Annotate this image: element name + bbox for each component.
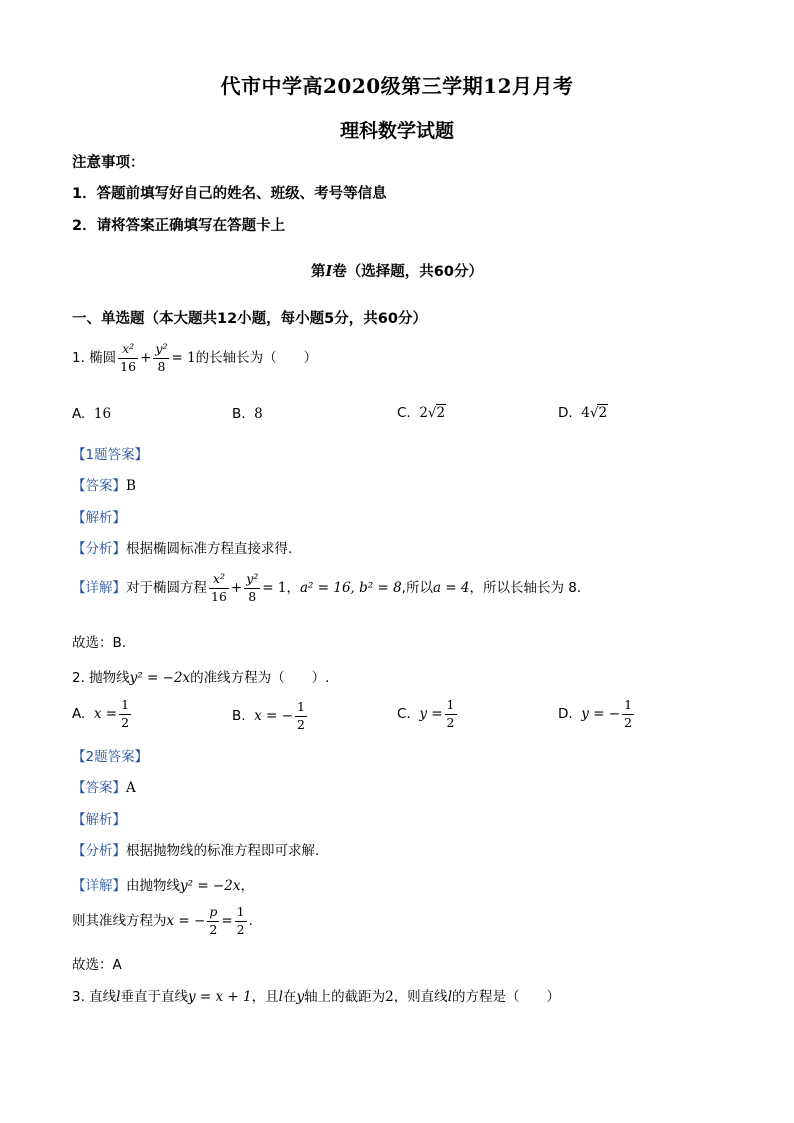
q2-option-b: B. x = − $\frac{1}{2}$ <box>232 699 305 732</box>
notice-heading: 注意事项： <box>72 155 145 171</box>
q2-option-c: C. y = $\frac{1}{2}$ <box>397 697 455 730</box>
exam-title: 代市中学高2020级第三学期12月月考 <box>220 74 574 98</box>
part-title-roman: I <box>325 263 333 280</box>
q1-fenxi: 【分析】根据椭圆标准方程直接求得. <box>72 541 293 557</box>
part-title <box>0 260 794 281</box>
q2-solution-heading: 【2题答案】 <box>72 749 149 765</box>
q1-option-d: D. 4√2 <box>558 405 608 421</box>
question-2: 2. 抛物线y² = −2x的准线方程为（ ）. <box>72 670 330 686</box>
q1-solution-heading: 【1题答案】 <box>72 447 149 463</box>
q2-detail: 【详解】由抛物线y² = −2x， <box>72 878 254 894</box>
q1-answer: 【答案】B <box>72 478 136 494</box>
q1-detail: 【详解】对于椭圆方程 $\frac{\text{x²}}{16}$ + $\frac{\text{y²}}{8}$ = 1，a² = 16, b² = 8,所以a = 4，所以长轴长为 8. <box>72 571 582 604</box>
q2-option-a: A. x = $\frac{1}{2}$ <box>72 697 130 730</box>
part-title-post: 卷（选择题，共60分） <box>332 264 483 280</box>
q2-option-d: D. y = − $\frac{1}{2}$ <box>558 697 633 730</box>
exam-subtitle: 理科数学试题 <box>339 120 454 142</box>
q1-option-b: B. 8 <box>232 406 263 422</box>
q2-analysis-tag: 【解析】 <box>72 812 126 828</box>
q1-suffix: 的长轴长为（ ） <box>195 350 318 366</box>
question-3: 3. 直线l垂直于直线y = x + 1，且l在y轴上的截距为2，则直线l的方程是（ ） <box>72 989 561 1005</box>
part-title-pre: 第 <box>311 264 326 280</box>
q1-fraction-1: $\frac{\text{x²}}{16}$ <box>120 341 137 374</box>
q1-choose: 故选：B. <box>72 635 127 651</box>
q1-analysis-tag: 【解析】 <box>72 510 126 526</box>
q1-equals: = 1 <box>171 350 196 366</box>
question-1 <box>72 343 317 373</box>
q1-prefix: 1. 椭圆 <box>72 350 117 366</box>
q1-option-a: A. 16 <box>72 406 112 422</box>
notice-item-2: 2．请将答案正确填写在答题卡上 <box>72 218 286 234</box>
q2-answer: 【答案】A <box>72 780 136 796</box>
q2-choose: 故选：A <box>72 957 122 973</box>
q1-plus: + <box>140 350 152 366</box>
section-heading: 一、单选题（本大题共12小题，每小题5分，共60分） <box>72 311 427 327</box>
q1-fraction-2: $\frac{\text{y²}}{8}$ <box>155 341 168 374</box>
q2-fenxi: 【分析】根据抛物线的标准方程即可求解. <box>72 843 320 859</box>
q1-option-c: C. 2√2 <box>397 405 446 421</box>
q2-detail-2: 则其准线方程为x = − $\frac{p}{2}$ = $\frac{1}{2}$ . <box>72 904 253 937</box>
notice-item-1: 1．答题前填写好自己的姓名、班级、考号等信息 <box>72 186 387 202</box>
